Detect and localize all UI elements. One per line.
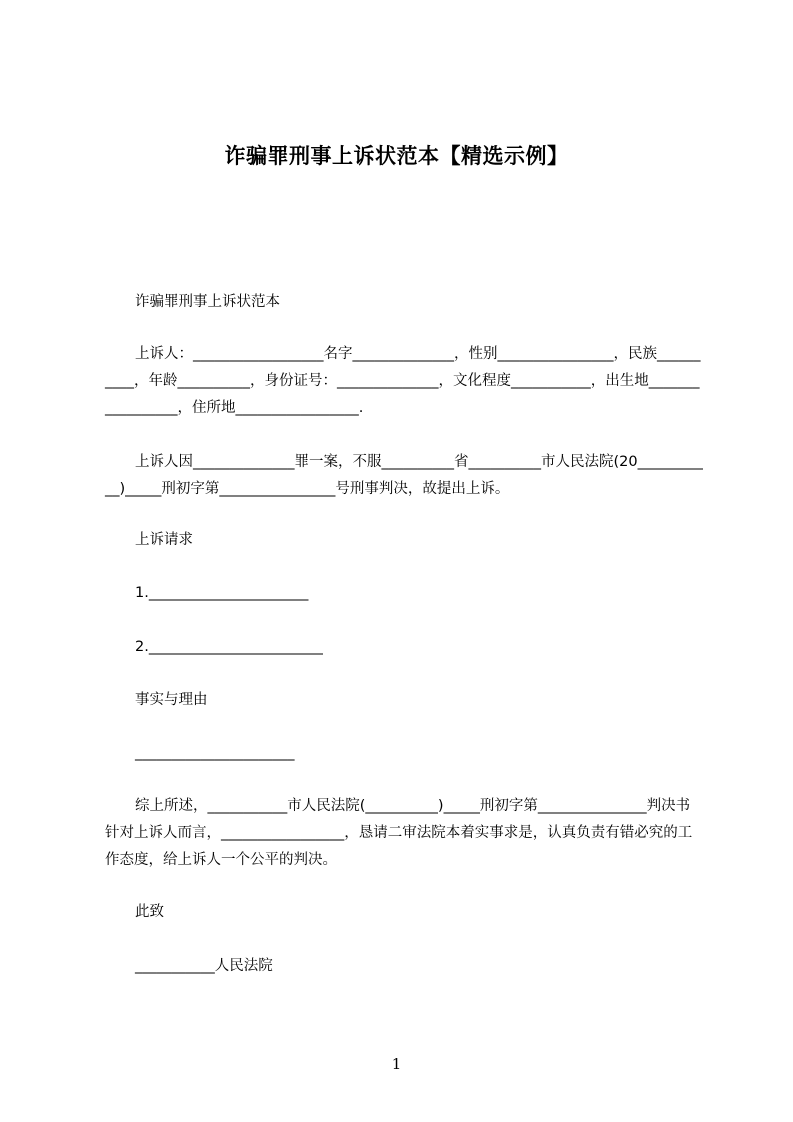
request-item-1: 1.______________________ xyxy=(135,585,309,601)
case-info-paragraph: 上诉人因______________罪一案，不服__________省__________市人民法院(20___________)_____刑初字第________________号刑事判决，故提出上诉。 xyxy=(105,454,703,497)
court-line: ___________人民法院 xyxy=(135,958,273,974)
salutation: 此致 xyxy=(135,904,164,920)
facts-heading: 事实与理由 xyxy=(135,692,208,708)
page-number: 1 xyxy=(391,1055,402,1073)
request-item-2: 2.________________________ xyxy=(135,639,323,655)
conclusion-paragraph: 综上所述，___________市人民法院(__________)_____刑初字第_______________判决书针对上诉人而言，_________________，恳请二审法院本着实事求是，认真负责有错必究的工作态度，给上诉人一个公平的判决。 xyxy=(105,798,693,868)
party-info-paragraph: 上诉人：__________________名字______________，性别________________，民族__________，年龄__________，身份证号：______________，文化程度___________，出生地_________________，住所地_________________. xyxy=(105,346,701,416)
subtitle: 诈骗罪刑事上诉状范本 xyxy=(135,294,280,310)
document-title: 诈骗罪刑事上诉状范本【精选示例】 xyxy=(224,144,569,168)
facts-blank-line: ______________________ xyxy=(135,745,295,761)
appeal-request-heading: 上诉请求 xyxy=(135,532,193,548)
